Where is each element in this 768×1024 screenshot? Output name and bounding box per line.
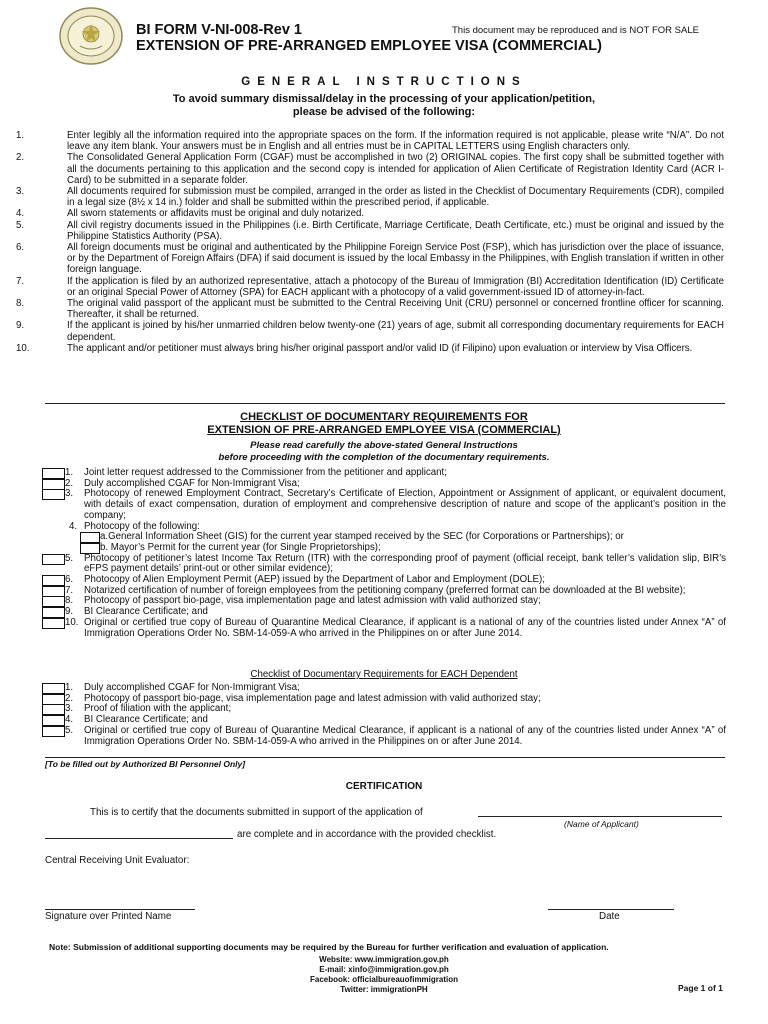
checklist-item: 4. BI Clearance Certificate; and xyxy=(42,715,726,726)
instruction-item: 3. All documents required for submission must be compiled, arranged in the order as listed in the Checklist of Documentary Requirements (CDR), compiled in a legal size (8½ x 14 in.) folder and shall be submitted within the prescribed period, if applicable. xyxy=(16,186,724,209)
checklist-subitem: b. Mayor’s Permit for the current year (for Single Proprietorships); xyxy=(42,543,726,554)
checkbox[interactable] xyxy=(42,683,65,694)
bureau-of-immigration-seal xyxy=(58,6,124,66)
certification-text-1: This is to certify that the documents submitted in support of the application of xyxy=(90,807,423,818)
checkbox[interactable] xyxy=(42,694,65,705)
checklist-item: 2. Photocopy of passport bio-page, visa implementation page and latest admission with valid authorized stay; xyxy=(42,694,726,705)
email-link[interactable]: E-mail: xinfo@immigration.gov.ph xyxy=(319,965,449,974)
instruction-item: 2. The Consolidated General Application Form (CGAF) must be accomplished in two (2) ORIGINAL copies. The first copy shall be submitted together with all the documents pertaining to this application and the second copy is intended for application of Alien Certificate of Registration Identity Card (ACR I-Card) to be submitted in a separate folder. xyxy=(16,152,724,186)
instruction-item: 7. If the application is filed by an authorized representative, attach a photocopy of the Bureau of Immigration (BI) Accreditation Identification (ID) Certificate or an original Special Power of Attorney (SPA) for EACH applicant with a photocopy of a valid government-issued ID of attorney-in-fact. xyxy=(16,275,724,298)
checklist-item: 3. Proof of filiation with the applicant; xyxy=(42,704,726,715)
certification-text-2: are complete and in accordance with the provided checklist. xyxy=(237,829,497,840)
dependent-checklist xyxy=(42,683,726,747)
checklist-item: 3. Photocopy of renewed Employment Contract, Secretary’s Certificate of Election, Appointment or Assignment of applicant, or equivalent document, with details of exact compensation, duration of employment and comprehensive description of nature and scope of the applicant’s position in the company; xyxy=(42,489,726,521)
checkbox[interactable] xyxy=(42,575,65,586)
section-divider xyxy=(45,757,725,758)
checklist-subitem: a.General Information Sheet (GIS) for the current year stamped received by the SEC (for Corporations or Partnerships); or xyxy=(42,532,726,543)
checklist-title-1: CHECKLIST OF DOCUMENTARY REQUIREMENTS FOR xyxy=(240,411,528,423)
signature-label: Signature over Printed Name xyxy=(45,911,172,922)
footer-note: Note: Submission of additional supporting documents may be required by the Bureau for further verification and evaluation of application. xyxy=(49,942,609,952)
certification-title: CERTIFICATION xyxy=(345,781,423,792)
checklist-item: 1. Duly accomplished CGAF for Non-Immigrant Visa; xyxy=(42,683,726,694)
checklist-note-1: Please read carefully the above-stated General Instructions xyxy=(250,440,518,451)
date-field[interactable] xyxy=(548,899,674,910)
checkbox[interactable] xyxy=(42,489,65,500)
checkbox[interactable] xyxy=(80,532,100,543)
date-label: Date xyxy=(599,911,620,922)
applicant-name-field-continued[interactable] xyxy=(45,828,233,839)
page-number: Page 1 of 1 xyxy=(678,983,723,993)
instruction-item: 9. If the applicant is joined by his/her unmarried children below twenty-one (21) years of age, submit all corresponding documentary requirements for EACH dependent. xyxy=(16,320,724,343)
checklist-item: 8. Photocopy of passport bio-page, visa implementation page and latest admission with valid authorized stay; xyxy=(42,596,726,607)
instruction-item: 8. The original valid passport of the applicant must be submitted to the Central Receiving Unit (CRU) personnel or concerned frontline officer for scanning. Thereafter, it shall be returned. xyxy=(16,298,724,321)
checklist-item: 7. Notarized certification of number of foreign employees from the petitioning company (preferred format can be downloaded at the BI website); xyxy=(42,586,726,597)
applicant-name-field[interactable] xyxy=(478,806,722,817)
checkbox[interactable] xyxy=(42,468,65,479)
requirements-checklist xyxy=(42,468,726,639)
website-link[interactable]: Website: www.immigration.gov.ph xyxy=(319,955,449,964)
checklist-item: 6. Photocopy of Alien Employment Permit (AEP) issued by the Department of Labor and Employment (DOLE); xyxy=(42,575,726,586)
evaluator-label: Central Receiving Unit Evaluator: xyxy=(45,855,190,866)
instructions-subheading-2: please be advised of the following: xyxy=(292,106,476,118)
dependent-checklist-title: Checklist of Documentary Requirements for EACH Dependent xyxy=(250,669,518,680)
checkbox[interactable] xyxy=(42,618,65,629)
checkbox[interactable] xyxy=(42,726,65,737)
checklist-item: 5. Photocopy of petitioner’s latest Income Tax Return (ITR) with the corresponding proof of payment (official receipt, bank teller’s validation slip, BIR’s eFPS payment details’ print-out or other similar evidence); xyxy=(42,554,726,575)
not-for-sale-note: This document may be reproduced and is NOT FOR SALE xyxy=(452,25,699,36)
checklist-item: 4. Photocopy of the following: xyxy=(69,520,200,532)
instructions-subheading-1: To avoid summary dismissal/delay in the processing of your application/petition, xyxy=(172,93,596,105)
checklist-title-2: EXTENSION OF PRE-ARRANGED EMPLOYEE VISA (COMMERCIAL) xyxy=(207,424,561,436)
checkbox[interactable] xyxy=(42,596,65,607)
checkbox[interactable] xyxy=(42,607,65,618)
instruction-item: 1. Enter legibly all the information required into the appropriate spaces on the form. If the information required is not applicable, please write “N/A”. Do not leave any item blank. Your answers must be in English and all entries must be in CAPITAL LETTERS using English characters only. xyxy=(16,130,724,153)
checkbox[interactable] xyxy=(42,715,65,726)
checklist-item: 5. Original or certified true copy of Bureau of Quarantine Medical Clearance, if applicant is a national of any of the countries listed under Annex “A” of Immigration Operations Order No. SBM-14-059-A who arrived in the Philippines on or after June 2014. xyxy=(42,726,726,747)
form-number: BI FORM V-NI-008-Rev 1 xyxy=(136,22,302,38)
checkbox[interactable] xyxy=(42,479,65,490)
authorized-personnel-note: [To be filled out by Authorized BI Personnel Only] xyxy=(45,759,246,769)
facebook-link[interactable]: Facebook: officialbureauofimmigration xyxy=(309,975,458,984)
twitter-link[interactable]: Twitter: immigrationPH xyxy=(340,985,428,994)
instruction-item: 6. All foreign documents must be original and authenticated by the Philippine Foreign Service Post (FSP), which has jurisdiction over the place of issuance, or by the Department of Foreign Affairs (DFA) if said document is issued by the local Embassy in the Philippines, with English translation if written in other foreign language. xyxy=(16,242,724,276)
checkbox[interactable] xyxy=(42,554,65,565)
general-instructions-heading: GENERAL INSTRUCTIONS xyxy=(241,76,527,88)
checklist-note-2: before proceeding with the completion of the documentary requirements. xyxy=(218,452,550,463)
checklist-item: 10. Original or certified true copy of Bureau of Quarantine Medical Clearance, if applicant is a national of any of the countries listed under Annex “A” of Immigration Operations Order No. SBM-14-059-A who arrived in the Philippines on or after June 2014. xyxy=(42,618,726,639)
form-title: EXTENSION OF PRE-ARRANGED EMPLOYEE VISA (COMMERCIAL) xyxy=(136,38,602,54)
checklist-item: 1. Joint letter request addressed to the Commissioner from the petitioner and applicant; xyxy=(42,468,726,479)
instruction-item: 5. All civil registry documents issued in the Philippines (i.e. Birth Certificate, Marriage Certificate, Death Certificate, etc.) must be original and issued by the Philippine Statistics Authority (PSA). xyxy=(16,219,724,242)
checklist-item: 9. BI Clearance Certificate; and xyxy=(42,607,726,618)
instruction-item: 10. The applicant and/or petitioner must always bring his/her original passport and/or valid ID (if Filipino) upon evaluation or interview by Visa Officers. xyxy=(16,342,693,354)
checkbox[interactable] xyxy=(42,586,65,597)
instruction-item: 4. All sworn statements or affidavits must be original and duly notarized. xyxy=(16,208,365,220)
name-of-applicant-label: (Name of Applicant) xyxy=(564,819,639,829)
general-instructions-list xyxy=(16,130,724,354)
checkbox[interactable] xyxy=(42,704,65,715)
section-divider xyxy=(45,403,725,404)
checklist-item: 2. Duly accomplished CGAF for Non-Immigrant Visa; xyxy=(42,479,726,490)
signature-field[interactable] xyxy=(45,899,195,910)
